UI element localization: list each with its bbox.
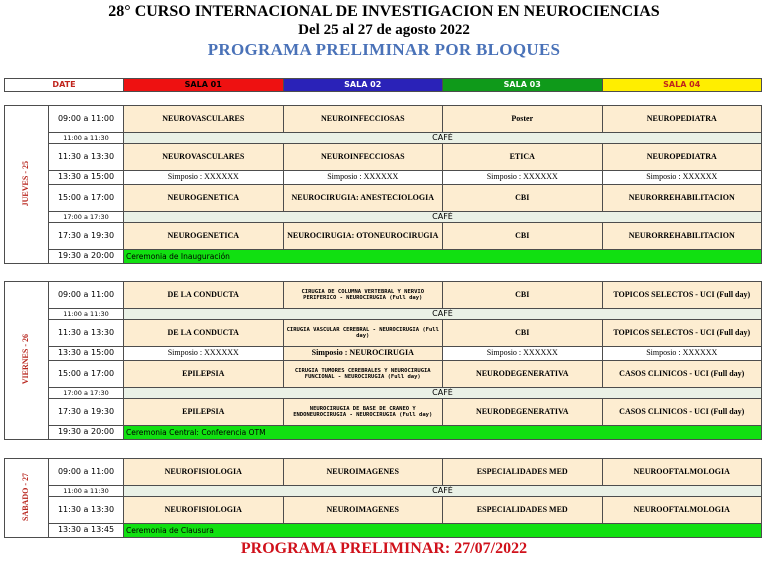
time-slot: 11:30 a 13:30	[49, 320, 124, 347]
session-cell: EPILEPSIA	[124, 399, 284, 426]
time-slot: 09:00 a 11:00	[49, 459, 124, 486]
symposium-cell: Simposio : NEUROCIRUGIA	[283, 347, 443, 361]
session-cell: ESPECIALIDADES MED	[443, 459, 603, 486]
column-sala-01: SALA 01	[124, 79, 284, 92]
symposium-cell: Simposio : XXXXXX	[283, 171, 443, 185]
coffee-break: CAFÉ	[124, 212, 762, 223]
ceremony-cell: Ceremonia Central: Conferencia OTM	[124, 426, 762, 440]
time-slot: 17:00 a 17:30	[49, 212, 124, 223]
time-slot: 19:30 a 20:00	[49, 426, 124, 440]
day-block-sabado	[4, 458, 762, 538]
column-header-table	[4, 78, 762, 92]
column-date: DATE	[5, 79, 124, 92]
session-cell: NEUROCIRUGIA DE BASE DE CRANEO Y ENDONEUROCIRUGIA - NEUROCIRUGIA (Full day)	[283, 399, 443, 426]
session-cell: NEUROGENETICA	[124, 223, 284, 250]
column-sala-02: SALA 02	[283, 79, 443, 92]
session-cell: CASOS CLINICOS - UCI (Full day)	[602, 399, 762, 426]
day-block-viernes	[4, 281, 762, 440]
time-slot: 11:00 a 11:30	[49, 133, 124, 144]
day-block-jueves	[4, 105, 762, 264]
coffee-break: CAFÉ	[124, 388, 762, 399]
ceremony-cell: Ceremonia de Clausura	[124, 524, 762, 538]
session-cell: NEUROCIRUGIA: OTONEUROCIRUGIA	[283, 223, 443, 250]
session-cell: EPILEPSIA	[124, 361, 284, 388]
time-slot: 13:30 a 15:00	[49, 171, 124, 185]
symposium-cell: Simposio : XXXXXX	[602, 171, 762, 185]
ceremony-cell: Ceremonia de Inauguración	[124, 250, 762, 264]
session-cell: Poster	[443, 106, 603, 133]
session-cell: NEUROPEDIATRA	[602, 106, 762, 133]
document-title: 28° CURSO INTERNACIONAL DE INVESTIGACION EN NEUROCIENCIAS	[108, 3, 660, 20]
footer-preliminary-date: PROGRAMA PRELIMINAR: 27/07/2022	[240, 540, 528, 557]
symposium-cell: Simposio : XXXXXX	[443, 347, 603, 361]
day-label-sabado: SABADO - 27	[5, 459, 49, 538]
session-cell: TOPICOS SELECTOS - UCI (Full day)	[602, 282, 762, 309]
coffee-break: CAFÉ	[124, 309, 762, 320]
symposium-cell: Simposio : XXXXXX	[602, 347, 762, 361]
day-label-jueves: JUEVES - 25	[5, 106, 49, 264]
session-cell: CBI	[443, 185, 603, 212]
time-slot: 17:30 a 19:30	[49, 399, 124, 426]
session-cell: NEUROIMAGENES	[283, 497, 443, 524]
column-sala-04: SALA 04	[602, 79, 762, 92]
session-cell: NEUROFISIOLOGIA	[124, 497, 284, 524]
time-slot: 11:30 a 13:30	[49, 497, 124, 524]
time-slot: 13:30 a 13:45	[49, 524, 124, 538]
session-cell: TOPICOS SELECTOS - UCI (Full day)	[602, 320, 762, 347]
time-slot: 15:00 a 17:00	[49, 185, 124, 212]
session-cell: NEURODEGENERATIVA	[443, 399, 603, 426]
symposium-cell: Simposio : XXXXXX	[124, 347, 284, 361]
session-cell: CBI	[443, 223, 603, 250]
time-slot: 19:30 a 20:00	[49, 250, 124, 264]
time-slot: 17:30 a 19:30	[49, 223, 124, 250]
symposium-cell: Simposio : XXXXXX	[124, 171, 284, 185]
session-cell: NEURORREHABILITACION	[602, 223, 762, 250]
session-cell: NEUROINFECCIOSAS	[283, 106, 443, 133]
session-cell: ESPECIALIDADES MED	[443, 497, 603, 524]
session-cell: CIRUGIA TUMORES CEREBRALES Y NEUROCIRUGIA FUNCIONAL - NEUROCIRUGIA (Full day)	[283, 361, 443, 388]
session-cell: NEURODEGENERATIVA	[443, 361, 603, 388]
session-cell: NEUROVASCULARES	[124, 106, 284, 133]
coffee-break: CAFÉ	[124, 486, 762, 497]
time-slot: 17:00 a 17:30	[49, 388, 124, 399]
session-cell: CBI	[443, 282, 603, 309]
session-cell: NEUROVASCULARES	[124, 144, 284, 171]
session-cell: CIRUGIA VASCULAR CEREBRAL - NEUROCIRUGIA (Full day)	[283, 320, 443, 347]
time-slot: 13:30 a 15:00	[49, 347, 124, 361]
document-subtitle: PROGRAMA PRELIMINAR POR BLOQUES	[207, 40, 561, 59]
session-cell: NEUROPEDIATRA	[602, 144, 762, 171]
session-cell: NEUROOFTALMOLOGIA	[602, 497, 762, 524]
time-slot: 15:00 a 17:00	[49, 361, 124, 388]
session-cell: NEUROGENETICA	[124, 185, 284, 212]
session-cell: ETICA	[443, 144, 603, 171]
session-cell: DE LA CONDUCTA	[124, 282, 284, 309]
time-slot: 11:00 a 11:30	[49, 309, 124, 320]
column-sala-03: SALA 03	[443, 79, 603, 92]
session-cell: NEUROCIRUGIA: ANESTECIOLOGIA	[283, 185, 443, 212]
session-cell: NEUROINFECCIOSAS	[283, 144, 443, 171]
time-slot: 11:30 a 13:30	[49, 144, 124, 171]
document-dates: Del 25 al 27 de agosto 2022	[298, 22, 470, 38]
time-slot: 11:00 a 11:30	[49, 486, 124, 497]
time-slot: 09:00 a 11:00	[49, 106, 124, 133]
session-cell: NEUROIMAGENES	[283, 459, 443, 486]
session-cell: NEUROOFTALMOLOGIA	[602, 459, 762, 486]
symposium-cell: Simposio : XXXXXX	[443, 171, 603, 185]
session-cell: NEUROFISIOLOGIA	[124, 459, 284, 486]
time-slot: 09:00 a 11:00	[49, 282, 124, 309]
session-cell: CIRUGIA DE COLUMNA VERTEBRAL Y NERVIO PERIFERICO - NEUROCIRUGIA (Full day)	[283, 282, 443, 309]
day-label-viernes: VIERNES - 26	[5, 282, 49, 440]
session-cell: NEURORREHABILITACION	[602, 185, 762, 212]
coffee-break: CAFÉ	[124, 133, 762, 144]
session-cell: DE LA CONDUCTA	[124, 320, 284, 347]
session-cell: CASOS CLINICOS - UCI (Full day)	[602, 361, 762, 388]
session-cell: CBI	[443, 320, 603, 347]
